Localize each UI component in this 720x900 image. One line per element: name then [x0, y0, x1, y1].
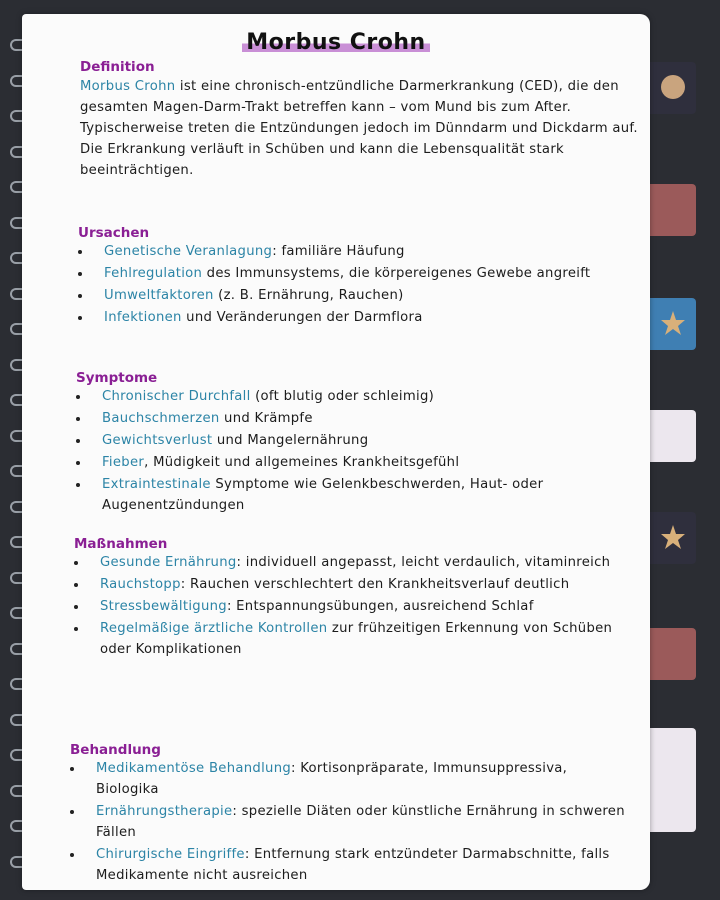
item-text: : Kortisonpräparate, Immunsuppressiva, Biologika [96, 761, 568, 797]
bullet-icon [70, 767, 74, 771]
bullet-icon [76, 461, 80, 465]
heading-symptome: Symptome [76, 370, 158, 386]
item-text: und Mangelernährung [212, 433, 369, 448]
item-term: Umweltfaktoren [104, 288, 214, 303]
bullet-icon [76, 417, 80, 421]
list-item [78, 285, 638, 306]
definition-term: Morbus Crohn [80, 79, 176, 94]
list-item [78, 263, 638, 284]
tab-crescent-large[interactable] [648, 728, 696, 832]
bullet-icon [70, 810, 74, 814]
item-term: Infektionen [104, 310, 182, 325]
item-text: des Immunsystems, die körpereigenes Gewebe angreift [202, 266, 591, 281]
list-item [76, 430, 636, 451]
item-text: , Müdigkeit und allgemeines Krankheitsgefühl [144, 455, 460, 470]
list-massnahmen [74, 552, 634, 661]
list-item [70, 758, 630, 800]
item-term: Bauchschmerzen [102, 411, 220, 426]
list-item [74, 618, 634, 660]
page-title [22, 30, 650, 55]
title-text: Morbus Crohn [242, 30, 429, 55]
full-moon-icon [658, 72, 688, 102]
bullet-icon [78, 250, 82, 254]
list-item [74, 574, 634, 595]
bullet-icon [70, 853, 74, 857]
item-text: Symptome wie Gelenkbeschwerden, Haut- oder Augenentzündungen [102, 477, 544, 513]
divider-tabs [648, 0, 720, 900]
item-text: : Rauchen verschlechtert den Krankheitsverlauf deutlich [180, 577, 570, 592]
tab-crescent-light[interactable] [648, 410, 696, 462]
item-text: : Entfernung stark entzündeter Darmabschnitte, falls Medikamente nicht ausreichen [96, 847, 610, 883]
tab-crescent-rose-2[interactable] [648, 628, 696, 680]
item-term: Fehlregulation [104, 266, 203, 281]
bullet-icon [78, 272, 82, 276]
item-term: Regelmäßige ärztliche Kontrollen [100, 621, 328, 636]
definition-paragraph [80, 76, 640, 181]
bullet-icon [74, 627, 78, 631]
item-text: und Veränderungen der Darmflora [181, 310, 423, 325]
item-term: Medikamentöse Behandlung [96, 761, 292, 776]
bullet-icon [76, 483, 80, 487]
tab-crescent-rose[interactable] [648, 184, 696, 236]
item-text: zur frühzeitigen Erkennung von Schüben oder Komplikationen [100, 621, 613, 657]
heading-definition: Definition [80, 59, 155, 75]
item-text: und Krämpfe [219, 411, 313, 426]
list-item [70, 844, 630, 886]
item-term: Rauchstopp [100, 577, 181, 592]
item-term: Chronischer Durchfall [102, 389, 251, 404]
list-item [78, 241, 638, 262]
tab-full-moon[interactable] [648, 62, 696, 114]
star-icon [658, 308, 688, 338]
list-item [74, 552, 634, 573]
tab-star-dark[interactable] [648, 512, 696, 564]
list-item [78, 307, 638, 328]
list-item [76, 452, 636, 473]
list-item [70, 801, 630, 843]
heading-behandlung: Behandlung [70, 742, 161, 758]
crescent-moon-icon [658, 194, 688, 224]
item-text: : familiäre Häufung [272, 244, 405, 259]
item-term: Fieber [102, 455, 145, 470]
bullet-icon [74, 561, 78, 565]
item-term: Stressbewältigung [100, 599, 227, 614]
item-term: Extraintestinale [102, 477, 211, 492]
notebook-page [22, 14, 650, 890]
tab-star-blue[interactable] [648, 298, 696, 350]
definition-text: ist eine chronisch-entzündliche Darmerkrankung (CED), die den gesamten Magen-Darm-Trakt betreffen kann – vom Mund bis zum After. Typischerweise treten die Entzündungen jedoch im Dünndarm und Dickdarm auf. Die Erkrankung verläuft in Schüben und kann die Lebensqualität stark beeinträchtigen. [80, 79, 638, 178]
list-item [76, 408, 636, 429]
bullet-icon [78, 294, 82, 298]
crescent-moon-icon [658, 420, 688, 450]
list-item [76, 386, 636, 407]
item-text: (oft blutig oder schleimig) [250, 389, 435, 404]
page-content [22, 14, 650, 890]
bullet-icon [76, 439, 80, 443]
item-term: Genetische Veranlagung [104, 244, 273, 259]
item-term: Gewichtsverlust [102, 433, 213, 448]
bullet-icon [76, 395, 80, 399]
bullet-icon [74, 605, 78, 609]
item-term: Ernährungstherapie [96, 804, 233, 819]
list-symptome [76, 386, 636, 517]
list-item [76, 474, 636, 516]
heading-massnahmen: Maßnahmen [74, 536, 168, 552]
crescent-moon-icon [658, 638, 688, 668]
list-ursachen [78, 241, 638, 329]
item-text: : individuell angepasst, leicht verdaulich, vitaminreich [236, 555, 611, 570]
item-text: (z. B. Ernährung, Rauchen) [213, 288, 404, 303]
list-item [74, 596, 634, 617]
heading-ursachen: Ursachen [78, 225, 150, 241]
item-text: : Entspannungsübungen, ausreichend Schlaf [226, 599, 534, 614]
bullet-icon [78, 316, 82, 320]
list-behandlung [70, 758, 630, 887]
crescent-moon-icon [652, 752, 692, 808]
item-text: : spezielle Diäten oder künstliche Ernährung in schweren Fällen [96, 804, 625, 840]
star-icon [658, 522, 688, 552]
item-term: Chirurgische Eingriffe [96, 847, 245, 862]
item-term: Gesunde Ernährung [100, 555, 237, 570]
bullet-icon [74, 583, 78, 587]
